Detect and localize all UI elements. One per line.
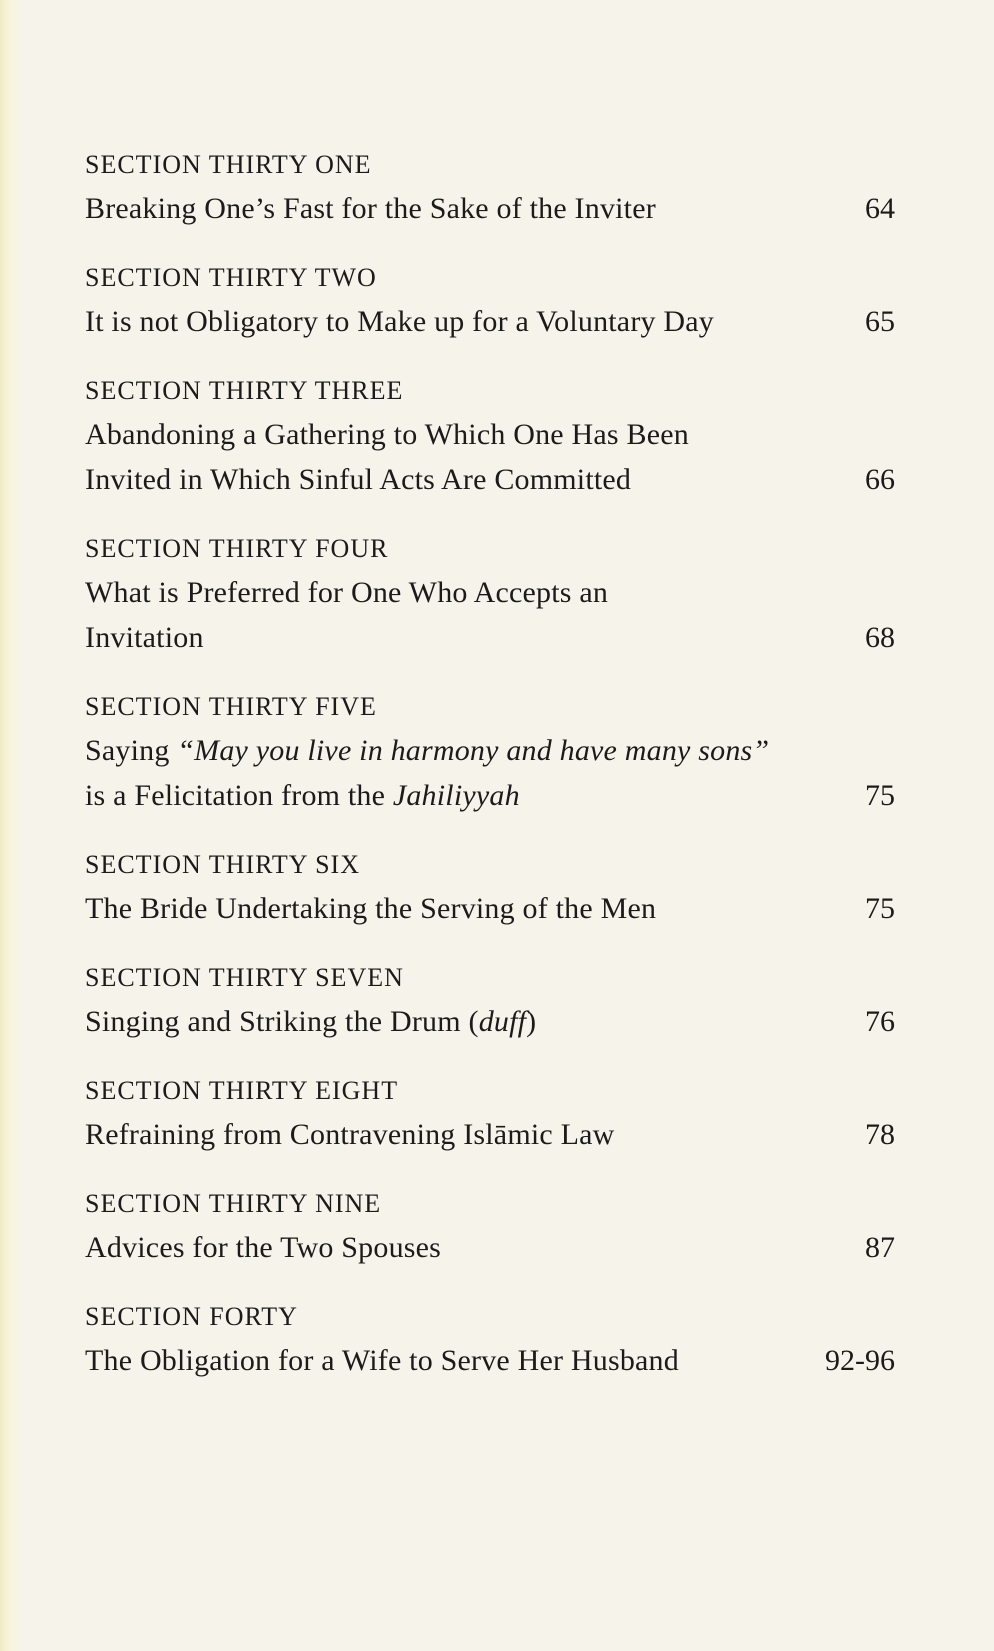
section-heading: SECTION THIRTY THREE [85, 376, 404, 405]
toc-line [85, 1338, 895, 1383]
toc-page-number: 87 [865, 1231, 895, 1264]
toc-entry [85, 1296, 895, 1383]
toc-page-number: 75 [865, 779, 895, 812]
section-heading: SECTION THIRTY ONE [85, 150, 372, 179]
toc-title-text: is a Felicitation from the Jahiliyyah [85, 779, 520, 812]
section-heading: SECTION FORTY [85, 1302, 298, 1331]
section-heading: SECTION THIRTY TWO [85, 263, 377, 292]
toc-entry [85, 686, 895, 818]
section-heading: SECTION THIRTY FIVE [85, 692, 377, 721]
toc-line [85, 615, 895, 660]
toc-page-number: 92-96 [825, 1344, 895, 1377]
toc-title-text: The Bride Undertaking the Serving of the Men [85, 892, 657, 925]
toc-page-number: 68 [865, 621, 895, 654]
section-heading: SECTION THIRTY EIGHT [85, 1076, 399, 1105]
toc-page-number: 65 [865, 305, 895, 338]
toc-line [85, 570, 895, 615]
toc-line [85, 412, 895, 457]
toc-title-text: Refraining from Contravening Islāmic Law [85, 1118, 615, 1151]
toc-line [85, 1112, 895, 1157]
toc-entry [85, 844, 895, 931]
toc-page-number: 78 [865, 1118, 895, 1151]
toc-entry [85, 1183, 895, 1270]
toc-line [85, 728, 895, 773]
toc-line [85, 886, 895, 931]
toc-entry [85, 528, 895, 660]
section-heading: SECTION THIRTY SEVEN [85, 963, 404, 992]
toc-title-text: It is not Obligatory to Make up for a Voluntary Day [85, 305, 714, 338]
toc-title-text: Breaking One’s Fast for the Sake of the Inviter [85, 192, 656, 225]
toc-title-text: Saying “May you live in harmony and have many sons” [85, 734, 770, 767]
toc-line [85, 299, 895, 344]
toc-title-text: Singing and Striking the Drum (duff) [85, 1005, 537, 1038]
toc-line [85, 186, 895, 231]
toc-title-text: Abandoning a Gathering to Which One Has Been [85, 418, 689, 451]
toc-line [85, 1225, 895, 1270]
toc-title-text: Invited in Which Sinful Acts Are Committed [85, 463, 632, 496]
toc-entry [85, 957, 895, 1044]
toc-entry [85, 257, 895, 344]
section-heading: SECTION THIRTY SIX [85, 850, 360, 879]
section-heading: SECTION THIRTY NINE [85, 1189, 382, 1218]
toc-entry [85, 1070, 895, 1157]
toc-entry [85, 144, 895, 231]
toc-line [85, 999, 895, 1044]
toc-title-text: Invitation [85, 621, 204, 654]
toc-entry [85, 370, 895, 502]
toc-page-number: 75 [865, 892, 895, 925]
table-of-contents [85, 144, 895, 1409]
section-heading: SECTION THIRTY FOUR [85, 534, 389, 563]
toc-line [85, 773, 895, 818]
toc-title-text: Advices for the Two Spouses [85, 1231, 442, 1264]
toc-title-text: What is Preferred for One Who Accepts an [85, 576, 609, 609]
toc-page-number: 76 [865, 1005, 895, 1038]
toc-page-number: 66 [865, 463, 895, 496]
toc-title-text: The Obligation for a Wife to Serve Her Husband [85, 1344, 679, 1377]
toc-line [85, 457, 895, 502]
toc-page-number: 64 [865, 192, 895, 225]
